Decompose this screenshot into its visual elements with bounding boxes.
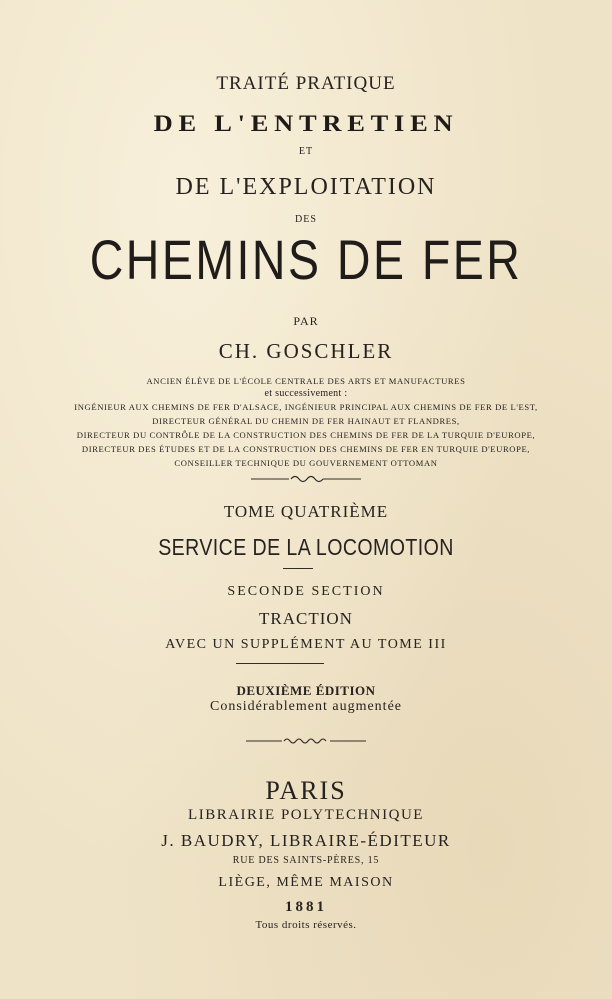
author-credential: INGÉNIEUR AUX CHEMINS DE FER D'ALSACE, INGÉNIEUR PRINCIPAL AUX CHEMINS DE FER DE L'EST, [74, 402, 538, 412]
title-line-chemins-de-fer: CHEMINS DE FER [89, 228, 523, 291]
ornament-divider-icon [0, 474, 612, 484]
volume-supplement: AVEC UN SUPPLÉMENT AU TOME III [165, 637, 447, 652]
imprint-branch: LIÈGE, MÊME MAISON [218, 875, 394, 890]
imprint-city: PARIS [265, 776, 347, 805]
imprint-rights: Tous droits réservés. [255, 919, 357, 931]
rule-divider [236, 663, 324, 664]
imprint-publisher: LIBRAIRIE POLYTECHNIQUE [188, 807, 424, 823]
author-name: CH. GOSCHLER [218, 339, 394, 363]
author-par: PAR [293, 314, 319, 328]
title-line-des: DES [295, 214, 317, 225]
ornament-divider-icon [0, 736, 612, 746]
volume-subject: SERVICE DE LA LOCOMOTION [158, 534, 454, 560]
author-credential: et successivement : [264, 388, 348, 399]
imprint-year: 1881 [285, 899, 327, 915]
edition-label: DEUXIÈME ÉDITION [236, 683, 376, 698]
author-credential: DIRECTEUR DU CONTRÔLE DE LA CONSTRUCTION DES CHEMINS DE FER DE LA TURQUIE D'EUROPE, [76, 430, 536, 440]
imprint-address: RUE DES SAINTS-PÈRES, 15 [232, 855, 380, 866]
edition-note: Considérablement augmentée [210, 699, 402, 714]
volume-section: SECONDE SECTION [227, 584, 385, 599]
title-line-traite: TRAITÉ PRATIQUE [216, 73, 396, 94]
imprint-publisher-editor: J. BAUDRY, LIBRAIRE-ÉDITEUR [161, 831, 451, 850]
short-rule [283, 568, 313, 569]
author-credential: DIRECTEUR DES ÉTUDES ET DE LA CONSTRUCTION DES CHEMINS DE FER EN TURQUIE D'EUROPE, [81, 444, 531, 454]
title-line-et: ET [298, 146, 314, 157]
volume-section-title: TRACTION [259, 609, 353, 628]
author-credential: DIRECTEUR GÉNÉRAL DU CHEMIN DE FER HAINAUT ET FLANDRES, [152, 416, 460, 426]
author-credential: ANCIEN ÉLÈVE DE L'ÉCOLE CENTRALE DES ARTS ET MANUFACTURES [146, 376, 466, 386]
volume-tome: TOME QUATRIÈME [223, 502, 389, 521]
author-credential: CONSEILLER TECHNIQUE DU GOUVERNEMENT OTTOMAN [174, 458, 438, 468]
title-line-entretien: DE L'ENTRETIEN [153, 111, 459, 136]
title-line-exploitation: DE L'EXPLOITATION [175, 174, 437, 200]
